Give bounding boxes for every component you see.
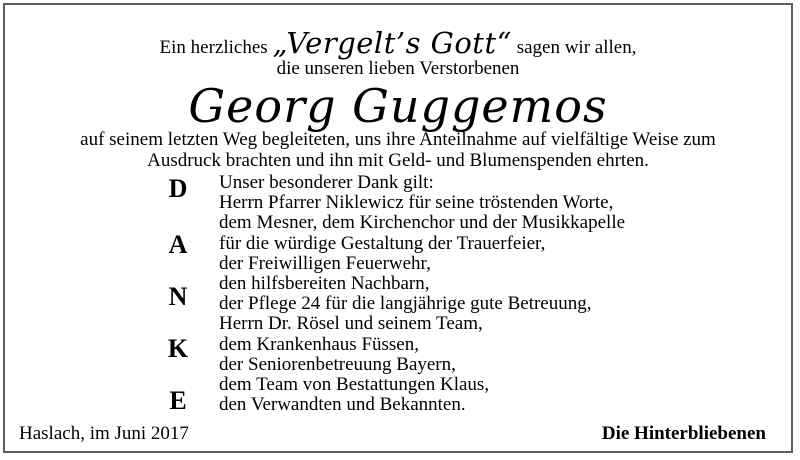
vergelts-gott-phrase: „Vergelt’s Gott“ <box>272 26 512 60</box>
obituary-thank-you-card <box>3 3 793 453</box>
danke-letter-d: D <box>168 174 188 203</box>
thanks-line: dem Mesner, dem Kirchenchor und der Musikkapelle <box>219 212 626 234</box>
intro-line-1 <box>5 26 791 60</box>
intro-line-2: die unseren lieben Verstorbenen <box>276 58 520 79</box>
thanks-line: Herrn Pfarrer Niklewicz für seine tröstenden Worte, <box>219 192 614 214</box>
danke-letter-e: E <box>169 386 187 415</box>
thanks-line: dem Krankenhaus Füssen, <box>219 333 419 355</box>
thanks-line: für die würdige Gestaltung der Trauerfeier, <box>219 232 546 254</box>
body-line-2: Ausdruck brachten und ihn mit Geld- und Blumenspenden ehrten. <box>147 150 649 171</box>
deceased-name: Georg Guggemos <box>188 79 608 133</box>
thanks-line: der Pflege 24 für die langjährige gute Betreuung, <box>219 293 592 315</box>
thanks-line: der Freiwilligen Feuerwehr, <box>219 252 431 274</box>
danke-letter-a: A <box>168 230 188 259</box>
intro-text-after: sagen wir allen, <box>511 37 637 58</box>
thanks-line: den Verwandten und Bekannten. <box>219 394 466 416</box>
thanks-line: Herrn Dr. Rösel und seinem Team, <box>219 313 483 335</box>
body-line-1: auf seinem letzten Weg begleiteten, uns ihre Anteilnahme auf vielfältige Weise zum <box>80 129 716 150</box>
thanks-line: Unser besonderer Dank gilt: <box>219 172 434 193</box>
thanks-line: dem Team von Bestattungen Klaus, <box>219 373 490 395</box>
place-date: Haslach, im Juni 2017 <box>19 423 189 444</box>
signature: Die Hinterbliebenen <box>601 423 766 444</box>
intro-text-before: Ein herzliches <box>159 37 273 58</box>
thanks-line: der Seniorenbetreuung Bayern, <box>219 353 456 375</box>
thanks-line: den hilfsbereiten Nachbarn, <box>219 272 430 294</box>
thanks-list <box>219 173 625 415</box>
danke-letter-n: N <box>168 282 188 311</box>
danke-letter-k: K <box>167 334 189 363</box>
